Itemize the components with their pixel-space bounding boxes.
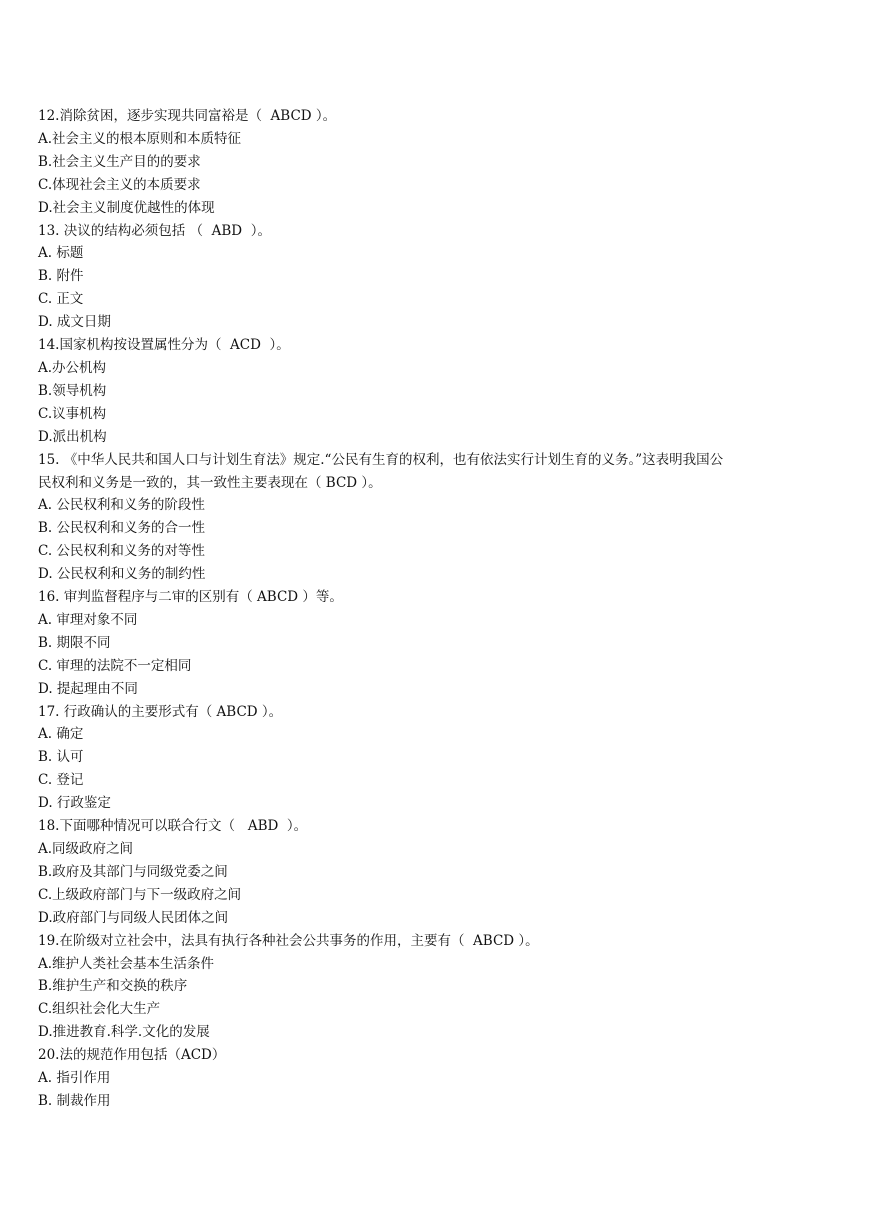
- option-17-c: C. 登记: [38, 772, 84, 789]
- option-18-a: A.同级政府之间: [38, 841, 134, 857]
- option-16-d: D. 提起理由不同: [38, 680, 138, 697]
- question-12: 12.消除贫困，逐步实现共同富裕是（ ABCD ）。: [38, 108, 337, 124]
- question-15-line2: 民权利和义务是一致的，其一致性主要表现在（ BCD ）。: [38, 474, 382, 491]
- question-14: 14.国家机构按设置属性分为（ ACD ）。: [38, 337, 290, 354]
- option-19-d: D.推进教育.科学.文化的发展: [38, 1024, 210, 1041]
- option-14-b: B.领导机构: [38, 382, 107, 399]
- option-17-a: A. 确定: [38, 726, 84, 743]
- option-20-a: A. 指引作用: [38, 1070, 111, 1087]
- option-12-d: D.社会主义制度优越性的体现: [38, 199, 215, 216]
- option-12-c: C.体现社会主义的本质要求: [38, 176, 201, 193]
- option-15-d: D. 公民权利和义务的制约性: [38, 566, 206, 583]
- question-18: 18.下面哪种情况可以联合行文（ ABD ）。: [38, 818, 308, 835]
- option-15-b: B. 公民权利和义务的合一性: [38, 520, 206, 537]
- option-13-a: A. 标题: [38, 245, 84, 262]
- option-12-a: A.社会主义的根本原则和本质特征: [38, 130, 242, 147]
- option-15-a: A. 公民权利和义务的阶段性: [38, 497, 205, 514]
- option-16-a: A. 审理对象不同: [38, 611, 138, 628]
- option-19-a: A.维护人类社会基本生活条件: [38, 955, 215, 972]
- option-18-c: C.上级政府部门与下一级政府之间: [38, 886, 242, 903]
- option-14-a: A.办公机构: [38, 359, 107, 376]
- option-18-d: D.政府部门与同级人民团体之间: [38, 909, 229, 926]
- document-page: [38, 105, 843, 1113]
- question-19: 19.在阶级对立社会中，法具有执行各种社会公共事务的作用，主要有（ ABCD ）。: [38, 932, 539, 949]
- option-13-d: D. 成文日期: [38, 314, 111, 331]
- option-15-c: C. 公民权利和义务的对等性: [38, 543, 205, 560]
- option-16-c: C. 审理的法院不一定相同: [38, 657, 192, 674]
- option-18-b: B.政府及其部门与同级党委之间: [38, 863, 228, 880]
- option-14-c: C.议事机构: [38, 405, 107, 422]
- option-19-b: B.维护生产和交换的秩序: [38, 978, 188, 995]
- option-12-b: B.社会主义生产目的的要求: [38, 153, 201, 170]
- option-17-d: D. 行政鉴定: [38, 795, 111, 812]
- option-13-b: B. 附件: [38, 268, 84, 285]
- option-14-d: D.派出机构: [38, 428, 107, 445]
- option-19-c: C.组织社会化大生产: [38, 1001, 161, 1018]
- question-13: 13. 决议的结构必须包括 （ ABD ）。: [38, 222, 271, 239]
- option-17-b: B. 认可: [38, 749, 84, 766]
- question-20: 20.法的规范作用包括（ACD）: [38, 1047, 226, 1064]
- question-15-line1: 15. 《中华人民共和国人口与计划生育法》规定.“公民有生育的权利，也有依法实行计划生育的义务。”这表明我国公: [38, 451, 724, 468]
- option-13-c: C. 正文: [38, 291, 84, 308]
- option-20-b: B. 制裁作用: [38, 1092, 111, 1109]
- question-16: 16. 审判监督程序与二审的区别有（ ABCD ）等。: [38, 589, 343, 606]
- option-16-b: B. 期限不同: [38, 634, 111, 651]
- question-17: 17. 行政确认的主要形式有（ ABCD ）。: [38, 703, 283, 720]
